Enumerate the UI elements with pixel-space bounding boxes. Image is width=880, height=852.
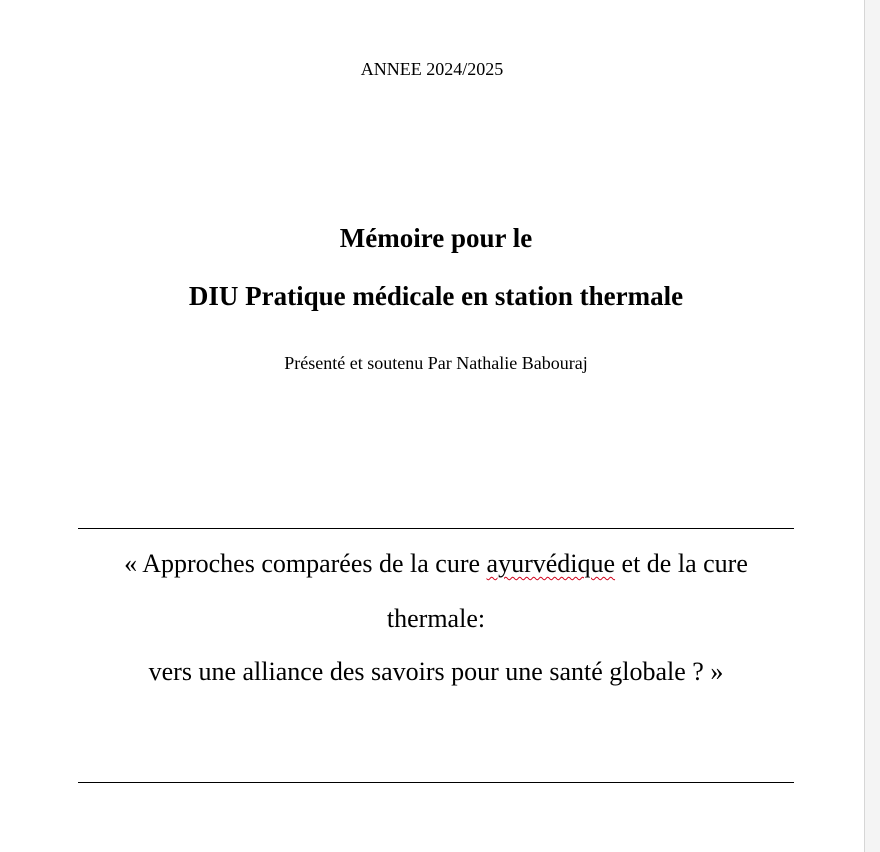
bottom-divider — [78, 782, 794, 783]
window-edge-scroll-area[interactable] — [864, 0, 880, 852]
title-line-1: Mémoire pour le — [339, 223, 533, 253]
subject-line-1 — [0, 548, 872, 580]
academic-year: ANNEE 2024/2025 — [360, 59, 504, 79]
subject-line-3: vers une alliance des savoirs pour une santé globale ? » — [148, 657, 724, 686]
subject-line-2: thermale: — [386, 604, 486, 633]
top-divider — [78, 528, 794, 529]
presenter-line: Présenté et soutenu Par Nathalie Babouraj — [284, 353, 588, 373]
subject-line-1-start: « Approches comparées de la cure — [124, 549, 487, 578]
title-line-2: DIU Pratique médicale en station thermale — [188, 281, 684, 311]
spellcheck-flagged-word[interactable]: ayurvédique — [486, 549, 616, 578]
subject-line-1-end: et de la cure — [615, 549, 748, 578]
